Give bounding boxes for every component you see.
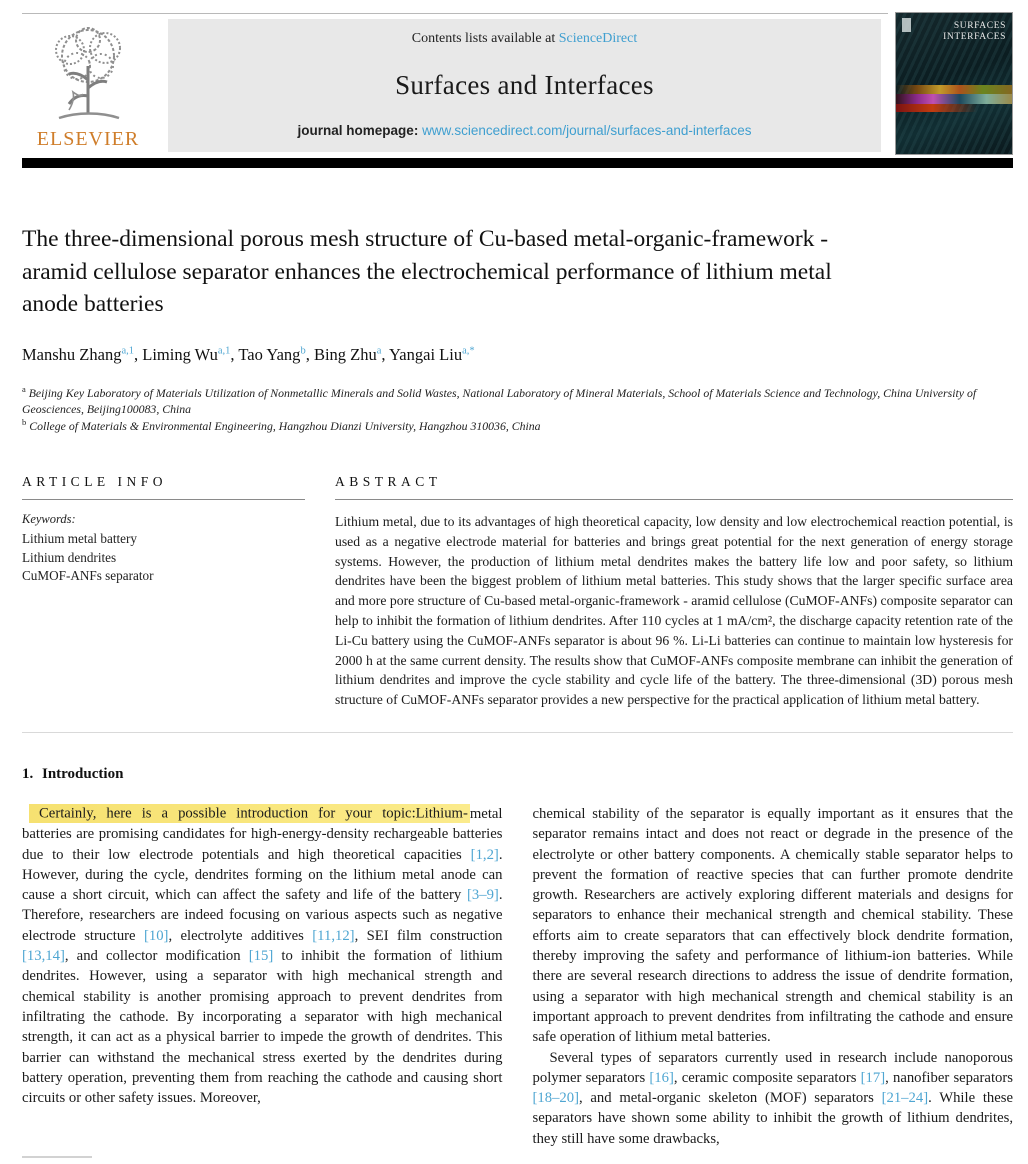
contents-line — [178, 31, 871, 47]
article-info-column — [22, 474, 305, 710]
cover-elsevier-mark-icon — [902, 18, 911, 32]
author-affil-sup: a,1 — [121, 345, 134, 356]
author: Liming Wu$^{a,1}$, — [142, 344, 239, 364]
author-affil-sup: a — [376, 345, 382, 356]
introduction-heading: 1. Introduction — [22, 765, 124, 782]
intro-paragraph-1-rest: metal batteries are promising candidates for high-energy-density rechargeable batteries due to their low electrode potentials and high theoretical capacities [1,2]. However, during the cycle, dendrites forming on the lithium metal anode can cause a short circuit, which can affect the safety and life of the battery [3–9]. Therefore, researchers are indeed focusing on various aspects such as negative electrode structure [10], electrolyte additives [11,12], SEI film construction [13,14], and collector modification [15] to inhibit the formation of lithium dendrites. However, using a separator with high mechanical strength and chemical stability is another promising approach to prevent dendrites from infiltrating the cathode. By incorporating a separator with high mechanical strength, it can act as a physical barrier to impede the growth of dendrites. This barrier can withstand the mechanical stress exerted by the dendrites during battery operation, preventing them from reaching the cathode and causing short circuits or other safety issues. Moreover, — [22, 805, 503, 1107]
keywords-label: Keywords: — [22, 512, 76, 526]
abstract-text: Lithium metal, due to its advantages of high theoretical capacity, low density and low electrochemical reaction potential, is used as a negative electrode material for batteries and brings great potential for the next generation of energy storage systems. However, the production of lithium metal dendrites makes the battery life low and poor safety, so lithium dendrites have been the biggest problem of lithium metal batteries. This study shows that the larger specific surface area and more pore structure of Cu-based metal-organic-framework - aramid cellulose (CuMOF-ANFs) composite separator can help to inhibit the formation of lithium dendrites. After 110 cycles at 1 mA/cm², the discharge capacity retention rate of the Li-Cu battery using the CuMOF-ANFs separator is about 96 %. Li-Li batteries can continue to maintain low hysteresis for 2000 h at the same current density. The results show that CuMOF-ANFs composite membrane can inhibit the generation of lithium dendrites and improve the cycle stability and cycle life of the battery. The three-dimensional (3D) porous mesh structure of CuMOF-ANFs separator provides a new perspective for the practical application of lithium metal battery. — [335, 514, 1013, 708]
author-affil-sup: a,* — [462, 345, 475, 356]
elsevier-tree-icon — [39, 22, 137, 126]
cover-title-line2: INTERFACES — [943, 32, 1006, 42]
keyword: Lithium metal battery — [22, 531, 137, 546]
keyword: Lithium dendrites — [22, 549, 117, 565]
contents-prefix: Contents lists available at — [411, 31, 559, 46]
paper-title: The three-dimensional porous mesh structure of Cu-based metal-organic-framework - aramid cellulose separator enhances the electrochemical performance of lithium metal anode batteries — [22, 226, 832, 317]
keyword: CuMOF-ANFs separator — [22, 568, 154, 583]
author-affil-sup: b — [300, 345, 306, 356]
right-column — [533, 804, 1014, 1149]
citation-link: [3–9] — [467, 887, 499, 904]
citation-link: [11,12] — [312, 927, 355, 944]
abstract-heading: ABSTRACT — [335, 474, 442, 489]
journal-cover-thumbnail — [895, 12, 1013, 155]
citation-link: [18–20] — [532, 1090, 580, 1107]
highlighted-text: Certainly, here is a possible introduction for your topic:Lithium- — [29, 804, 470, 823]
cover-title-line1: SURFACES — [953, 21, 1006, 31]
elsevier-wordmark: ELSEVIER — [36, 128, 140, 150]
sciencedirect-link[interactable]: ScienceDirect — [558, 31, 638, 46]
top-divider — [22, 13, 888, 14]
author: Yangai Liu$^{a,*}$ — [389, 344, 475, 364]
affiliations — [22, 385, 997, 435]
abstract-column — [335, 474, 1013, 710]
journal-banner — [168, 19, 881, 152]
journal-header — [22, 0, 1013, 155]
author-affil-sup: a,1 — [217, 345, 231, 356]
cover-art-band — [896, 85, 1012, 112]
info-abstract-block — [22, 474, 1013, 710]
article-info-heading: ARTICLE INFO — [22, 474, 168, 489]
abstract-rule — [335, 499, 1013, 500]
citation-link: [10] — [143, 927, 169, 944]
author-list — [22, 345, 1013, 365]
intro-paragraph-2: Several types of separators currently used in research include nanoporous polymer separators [16], ceramic composite separators [17], nanofiber separators [18–20], and metal-organic skeleton (MOF) separators [21–24]. While these separators have shown some ability to inhibit the growth of lithium dendrites, they still have some drawbacks, — [532, 1049, 1013, 1147]
affiliation-b: $^b$ College of Materials & Environmental Engineering, Hangzhou Dianzi University, Hangzhou 310036, China — [22, 416, 541, 433]
footnote-divider — [22, 1156, 92, 1158]
author: Bing Zhu$^a$, — [313, 344, 390, 364]
citation-link: [17] — [860, 1069, 886, 1086]
citation-link: [21–24] — [881, 1090, 929, 1107]
elsevier-logo — [22, 12, 154, 151]
header-rule — [22, 158, 1013, 168]
citation-link: [1,2] — [470, 846, 499, 863]
intro-paragraph-1-continued: chemical stability of the separator is equally important as it ensures that the separator remains intact and does not react or degrade in the presence of the electrolyte or other battery components. A chemically stable separator helps to prevent the formation of reactive species that can further promote dendrite growth. Researchers are actively exploring different materials and designs for separators to enhance their mechanical strength and chemical stability. These efforts aim to create separators that can effectively block dendrite formation, thereby improving the safety and performance of lithium-ion batteries. While there are several research directions to address the issue of dendrite formation, using a separator with high mechanical strength and chemical stability is an important approach to prevent dendrites from infiltrating the cathode and ensure safe operation of lithium metal batteries. — [532, 805, 1013, 1046]
author: Tao Yang$^b$, — [238, 344, 314, 364]
affiliation-a: $^a$ Beijing Key Laboratory of Materials Utilization of Nonmetallic Minerals and Solid Wastes, National Laboratory of Mineral Materials, School of Materials Science and Technology, China University of Geosciences, Beijing100083, China — [22, 383, 977, 416]
homepage-url-link[interactable]: www.sciencedirect.com/journal/surfaces-and-interfaces — [422, 123, 752, 138]
citation-link: [16] — [649, 1069, 674, 1086]
citation-link: [13,14] — [22, 948, 65, 965]
homepage-line — [178, 123, 871, 138]
cover-title — [943, 21, 1006, 43]
body-columns — [22, 804, 1013, 1149]
author: Manshu Zhang$^{a,1}$, — [22, 344, 143, 364]
citation-link: [15] — [248, 948, 274, 965]
abstract-bottom-rule — [22, 732, 1013, 733]
article-info-rule — [22, 499, 305, 500]
journal-title: Surfaces and Interfaces — [395, 69, 654, 100]
left-column — [22, 804, 503, 1149]
intro-paragraph-1 — [22, 804, 503, 1108]
homepage-label: journal homepage: — [297, 123, 423, 138]
